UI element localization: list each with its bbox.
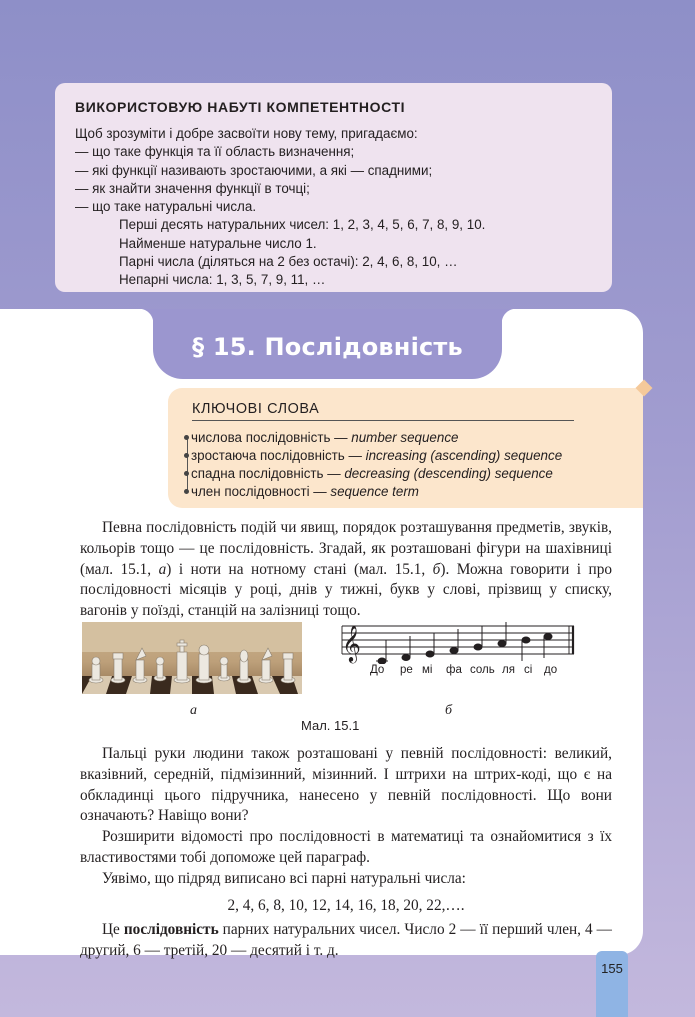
keyword-item: зростаюча послідовність — increasing (ascending) sequence [168, 447, 562, 465]
note-label: ре [400, 664, 413, 676]
paragraph-even-intro: Уявімо, що підряд виписано всі парні натуральні числа: [102, 869, 466, 887]
keywords-box [168, 388, 643, 508]
note-label: соль [470, 664, 495, 676]
recall-item: — що таке функція та її область визначення; [75, 144, 355, 160]
recall-item: — як знайти значення функції в точці; [75, 180, 310, 196]
figure-label-a: а [190, 703, 197, 718]
recall-sub-item: Непарні числа: 1, 3, 5, 7, 9, 11, … [119, 272, 326, 288]
main-text [80, 744, 612, 962]
intro-paragraph: Певна послідовність подій чи явищ, порядок розташування предметів, звуків, кольорів тощо — це послідовність. Згадай, як розташовані фігури на шахівниці (мал. 15.1, а) і ноти на нотному стані (мал. 15.1, б). Можна говорити і про послідовності місяців у році, днів у тижні, букв у слові, прізвищ у списку, вагонів у поїзді, станцій на залізниці тощо. [80, 519, 612, 620]
paragraph-definition: Це послідовність парних натуральних чисел. Число 2 — її перший член, 4 — другий, 6 — третій, 20 — десятий і т. д. [80, 921, 612, 960]
paragraph-fingers: Пальці руки людини також розташовані у певній послідовності: великий, вказівний, середній, підмізинний, мізинний. І штрихи на штрих-коді, що є на обкладинці цього підручника, нанесено у певній послідовності. Що вони означають? Навіщо вони? [80, 745, 612, 825]
recall-heading: ВИКОРИСТОВУЮ НАБУТІ КОМПЕТЕНТНОСТІ [75, 99, 406, 115]
section-title-band [153, 309, 502, 379]
page-number: 155 [601, 961, 623, 976]
recall-intro: Щоб зрозуміти і добре засвоїти нову тему, пригадаємо: [75, 126, 418, 141]
recall-item: — які функції називають зростаючими, а які — спадними; [75, 162, 433, 178]
recall-sub-item: Перші десять натуральних чисел: 1, 2, 3, 4, 5, 6, 7, 8, 9, 10. [119, 217, 486, 233]
keyword-item: числова послідовність — number sequence [168, 429, 562, 447]
note-label: сі [524, 664, 533, 676]
chess-pieces-image [82, 622, 302, 694]
keyword-item: спадна послідовність — decreasing (descending) sequence [168, 465, 562, 483]
keywords-rule [192, 420, 574, 421]
recall-sub-item: Парні числа (діляться на 2 без остачі): 2, 4, 6, 8, 10, … [119, 254, 458, 270]
recall-sub-item: Найменше натуральне число 1. [119, 235, 317, 251]
svg-text:𝄞: 𝄞 [342, 624, 361, 662]
paragraph-purpose: Розширити відомості про послідовності в математиці та ознайомитися з їх властивостями тобі допоможе цей параграф. [80, 828, 612, 866]
section-title: § 15. Послідовність [192, 333, 463, 361]
note-label: мі [422, 664, 433, 676]
even-sequence: 2, 4, 6, 8, 10, 12, 14, 16, 18, 20, 22,…. [227, 896, 465, 914]
note-label: До [370, 664, 385, 676]
recall-box [55, 83, 612, 292]
note-label: фа [446, 664, 462, 676]
recall-item: — що таке натуральні числа. [75, 199, 257, 215]
musical-staff-image [338, 618, 580, 664]
keywords-list [168, 429, 562, 501]
keyword-item: член послідовності — sequence term [168, 483, 562, 501]
note-label: ля [502, 664, 515, 676]
figure-label-b: б [445, 703, 453, 718]
keywords-heading: КЛЮЧОВІ СЛОВА [192, 401, 320, 417]
page-number-tab [596, 951, 628, 1017]
note-label: до [544, 664, 558, 676]
figure-caption: Мал. 15.1 [301, 718, 360, 733]
